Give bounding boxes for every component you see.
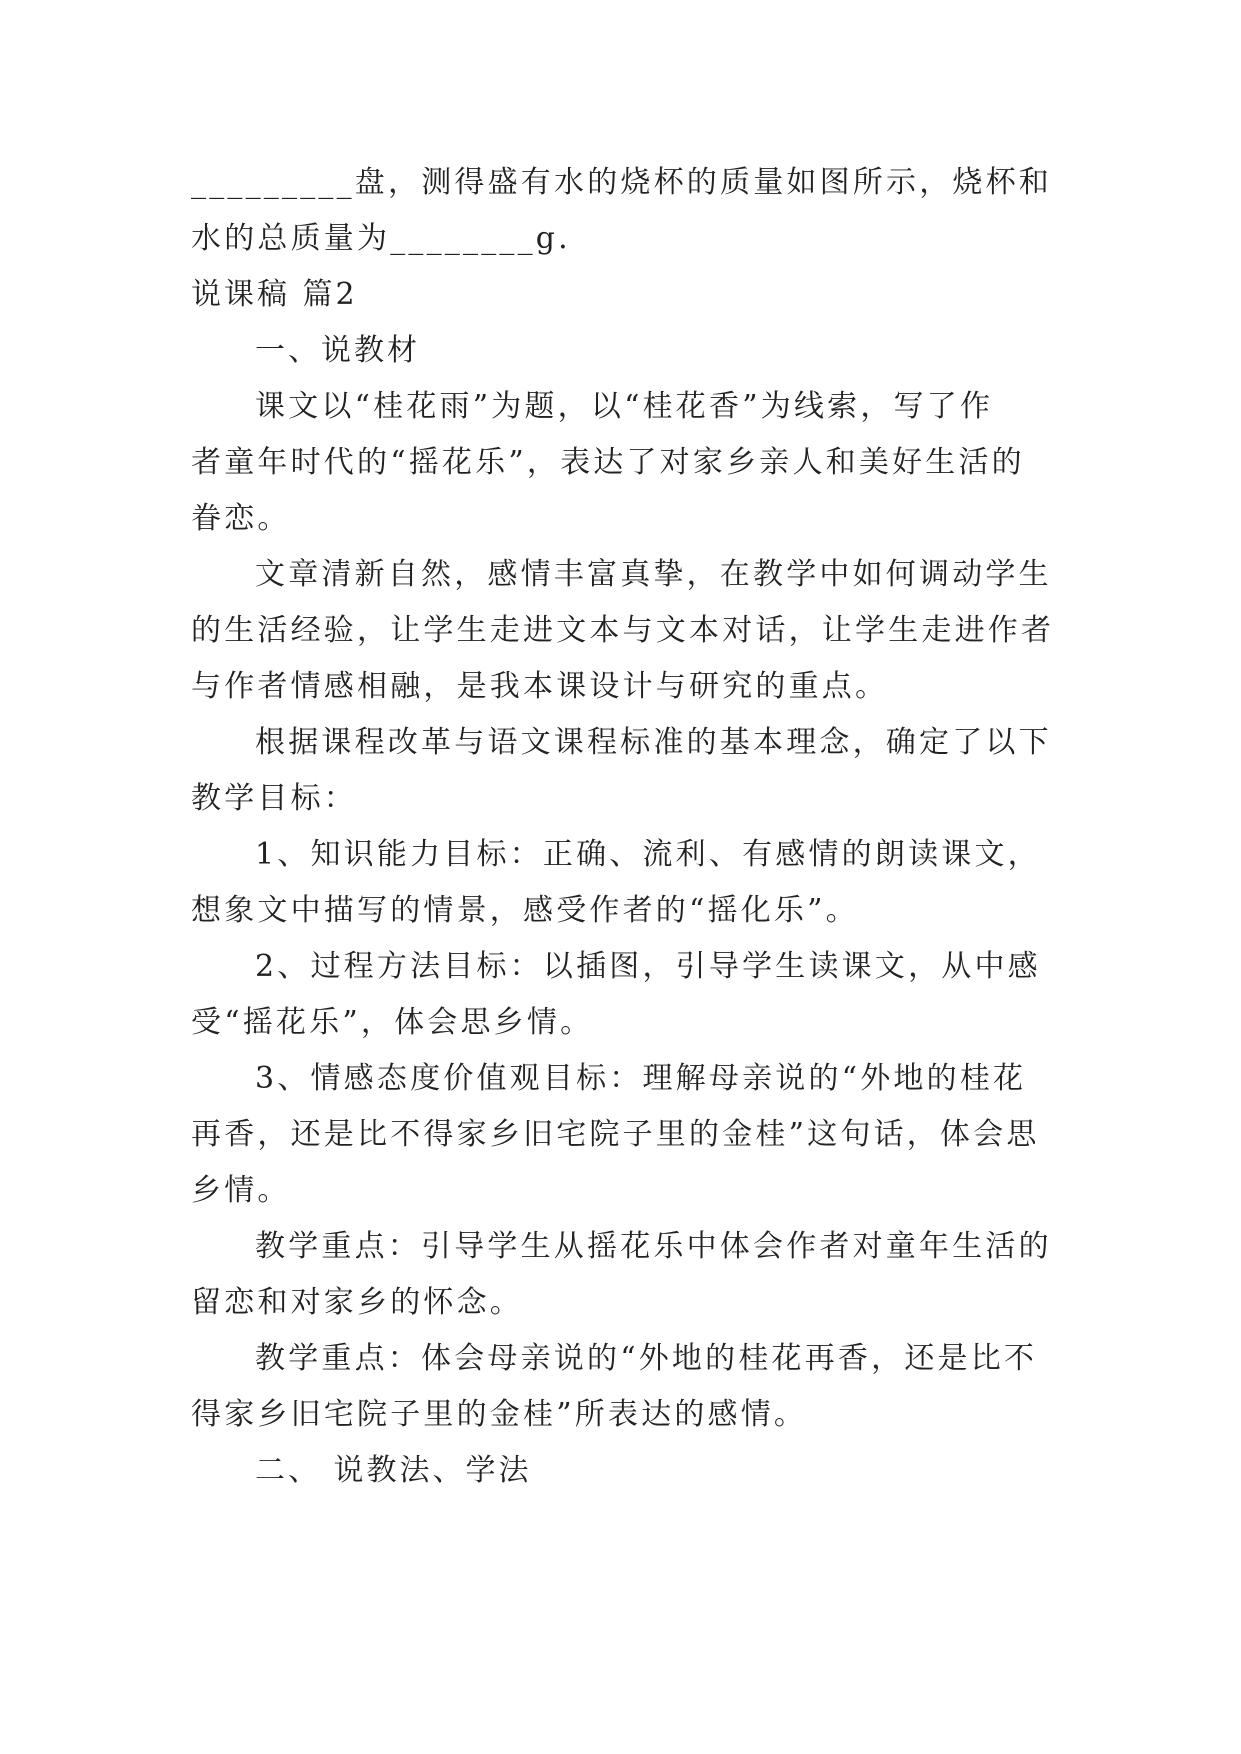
text-line: 教学目标： [191, 781, 357, 816]
text-line: 想象文中描写的情景，感受作者的“摇化乐”。 [191, 893, 859, 928]
text-line: _________盘，测得盛有水的烧杯的质量如图所示，烧杯和 [191, 165, 1052, 200]
text-line: 留恋和对家乡的怀念。 [191, 1285, 523, 1320]
text-line: 课文以“桂花雨”为题，以“桂花香”为线索，写了作 [255, 389, 994, 424]
document-body [191, 155, 1055, 1499]
text-line: 文章清新自然，感情丰富真挚，在教学中如何调动学生 [255, 557, 1052, 592]
text-line: 乡情。 [191, 1173, 291, 1208]
text-line: 根据课程改革与语文课程标准的基本理念，确定了以下 [255, 725, 1052, 760]
subsection-heading: 二、 说教法、学法 [255, 1453, 532, 1488]
text-line: 教学重点：引导学生从摇花乐中体会作者对童年生活的 [255, 1229, 1052, 1264]
text-line: 得家乡旧宅院子里的金桂”所表达的感情。 [191, 1397, 808, 1432]
text-line: 教学重点：体会母亲说的“外地的桂花再香，还是比不 [255, 1341, 1038, 1376]
text-line: 者童年时代的“摇花乐”，表达了对家乡亲人和美好生活的 [191, 445, 1025, 480]
text-line: 眷恋。 [191, 501, 291, 536]
text-line: 受“摇花乐”，体会思乡情。 [191, 1005, 594, 1040]
text-line: 3、情感态度价值观目标：理解母亲说的“外地的桂花 [255, 1061, 1027, 1096]
text-line: 水的总质量为________g． [191, 221, 592, 256]
subsection-heading: 一、说教材 [255, 333, 420, 368]
text-line: 再香，还是比不得家乡旧宅院子里的金桂”这句话，体会思 [191, 1117, 1040, 1152]
text-line: 1、知识能力目标：正确、流利、有感情的朗读课文， [255, 837, 1041, 872]
text-line: 与作者情感相融，是我本课设计与研究的重点。 [191, 669, 889, 704]
section-title: 说课稿 篇2 [191, 277, 358, 312]
text-line: 2、过程方法目标：以插图，引导学生读课文，从中感 [255, 949, 1041, 984]
text-line: 的生活经验，让学生走进文本与文本对话，让学生走进作者 [191, 613, 1055, 648]
